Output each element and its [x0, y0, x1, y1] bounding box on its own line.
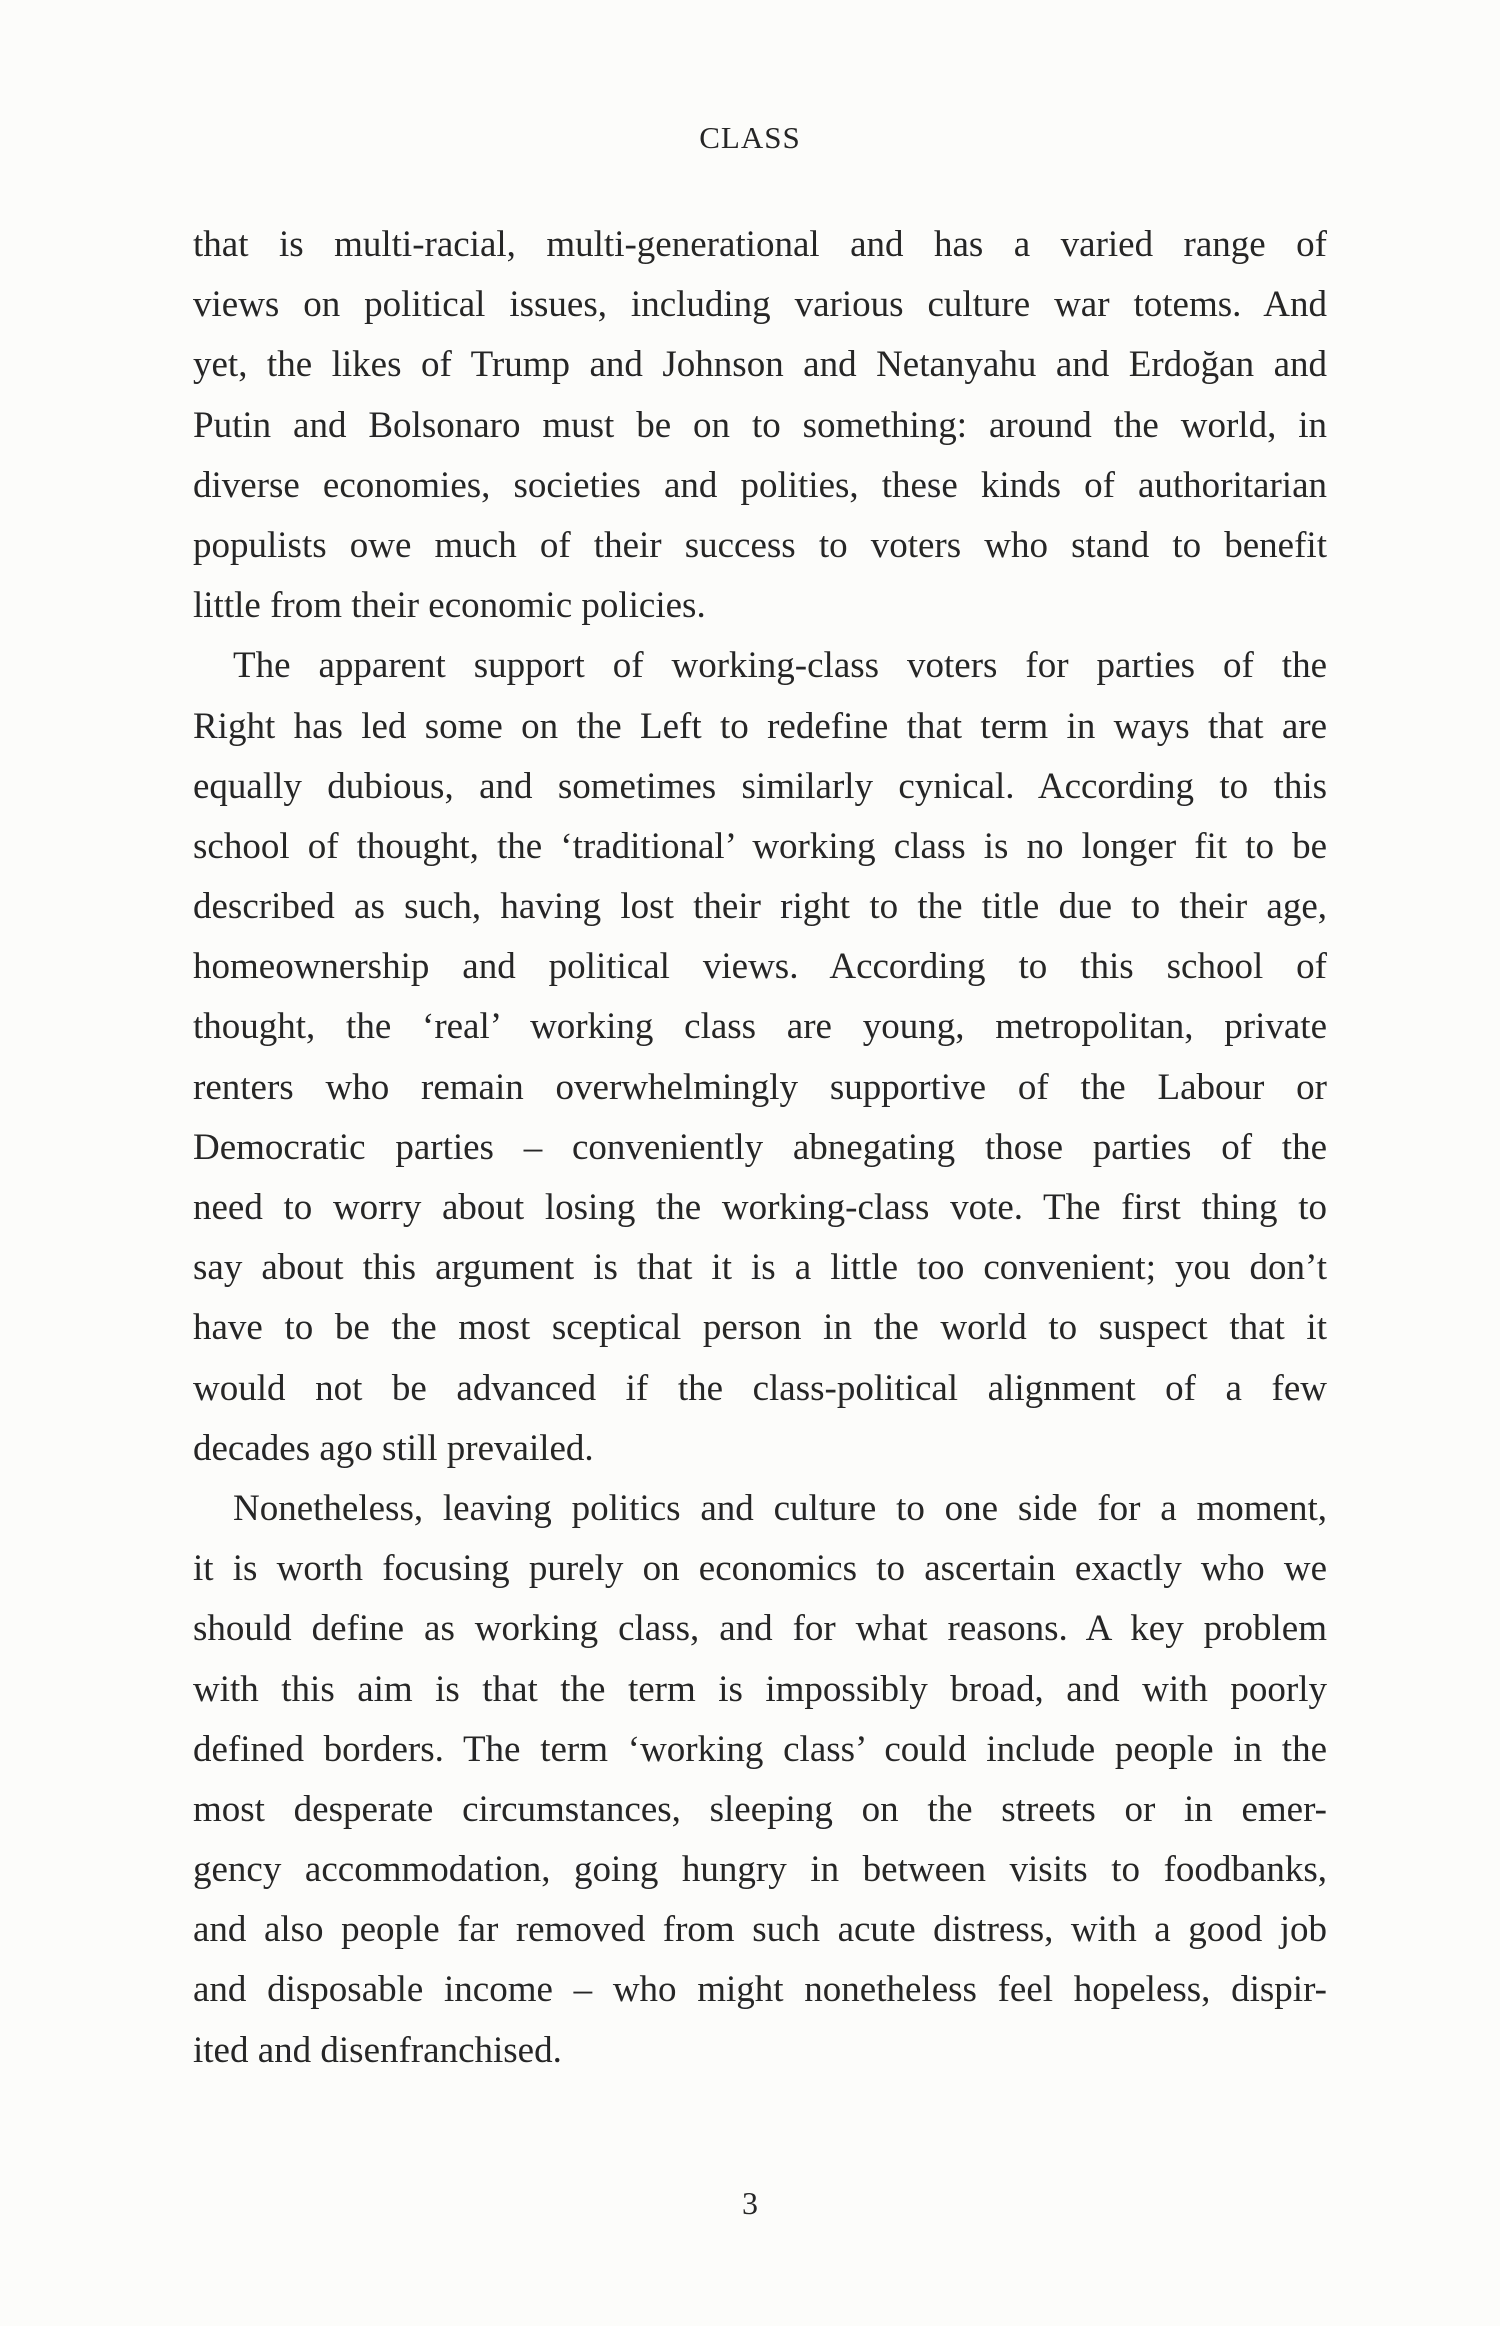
- text-line: gency accommodation, going hungry in between visits to foodbanks,: [193, 1849, 1327, 1891]
- text-line: it is worth focusing purely on economics to ascertain exactly who we: [193, 1548, 1327, 1590]
- text-line: should define as working class, and for what reasons. A key problem: [193, 1608, 1327, 1650]
- text-line: would not be advanced if the class-political alignment of a few: [193, 1367, 1327, 1409]
- text-line: school of thought, the ‘traditional’ working class is no longer fit to be: [193, 825, 1327, 867]
- text-line: thought, the ‘real’ working class are young, metropolitan, private: [193, 1006, 1327, 1048]
- text-line: with this aim is that the term is impossibly broad, and with poorly: [193, 1668, 1327, 1710]
- text-line: defined borders. The term ‘working class’ could include people in the: [193, 1728, 1327, 1770]
- text-line: most desperate circumstances, sleeping on the streets or in emer-: [193, 1788, 1327, 1830]
- text-line: need to worry about losing the working-class vote. The first thing to: [193, 1187, 1327, 1228]
- running-header: CLASS: [699, 120, 801, 155]
- text-line: and also people far removed from such acute distress, with a good job: [193, 1909, 1327, 1951]
- text-line: say about this argument is that it is a little too convenient; you don’t: [193, 1247, 1327, 1289]
- paragraph: [193, 1479, 1327, 2081]
- body-text: [193, 215, 1327, 2081]
- paragraph: [193, 636, 1327, 1479]
- text-line: that is multi-racial, multi-generational and has a varied range of: [193, 224, 1327, 265]
- text-line: homeownership and political views. According to this school of: [193, 946, 1327, 988]
- text-line: decades ago still prevailed.: [193, 1427, 594, 1469]
- text-line: Nonetheless, leaving politics and culture to one side for a moment,: [233, 1487, 1327, 1529]
- text-line: have to be the most sceptical person in the world to suspect that it: [193, 1307, 1327, 1349]
- paragraph: [193, 215, 1327, 636]
- text-line: equally dubious, and sometimes similarly cynical. According to this: [193, 765, 1327, 807]
- text-line: Putin and Bolsonaro must be on to something: around the world, in: [193, 404, 1327, 446]
- text-line: The apparent support of working-class voters for parties of the: [233, 645, 1327, 687]
- text-line: ited and disenfranchised.: [193, 2029, 562, 2071]
- text-line: diverse economies, societies and polities, these kinds of authoritarian: [193, 464, 1327, 506]
- text-line: yet, the likes of Trump and Johnson and Netanyahu and Erdoğan and: [193, 344, 1327, 386]
- text-line: renters who remain overwhelmingly supportive of the Labour or: [193, 1066, 1327, 1108]
- text-line: little from their economic policies.: [193, 585, 706, 627]
- text-line: populists owe much of their success to voters who stand to benefit: [193, 524, 1327, 566]
- text-line: and disposable income – who might nonetheless feel hopeless, dispir-: [193, 1969, 1327, 2011]
- page-number: 3: [742, 2185, 758, 2221]
- text-line: Democratic parties – conveniently abnegating those parties of the: [193, 1126, 1327, 1168]
- text-line: described as such, having lost their right to the title due to their age,: [193, 886, 1327, 928]
- text-line: views on political issues, including various culture war totems. And: [193, 284, 1327, 326]
- text-line: Right has led some on the Left to redefine that term in ways that are: [193, 705, 1327, 747]
